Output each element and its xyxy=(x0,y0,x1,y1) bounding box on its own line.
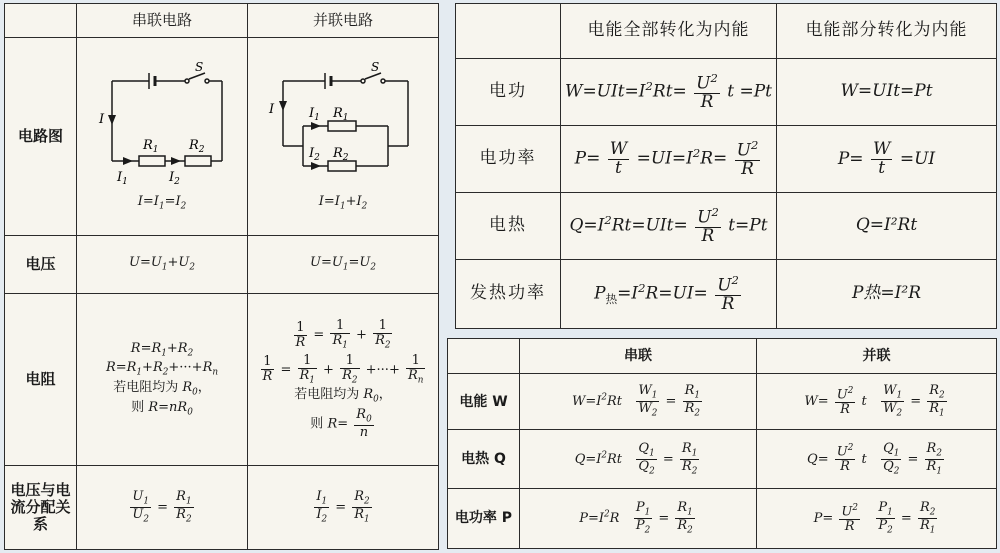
work-partial-equation: W=UIt=Pt xyxy=(777,59,997,126)
heat-partial-equation: Q=I²Rt xyxy=(777,193,997,260)
svg-text:R1: $R_1$ xyxy=(143,137,159,155)
series-power-equation: $P=I^2R$ $\frac{P_1}{P_2}$ = $\frac{R_1}{R_2}$ xyxy=(520,488,757,548)
series-heat-equation: $Q=I^2Rt$ $\frac{Q_1}{Q_2}$ = $\frac{R_1}{R_2}$ xyxy=(520,430,757,488)
row-label-electric-energy: 电能 W xyxy=(448,374,520,430)
svg-text:R1: $R_1$ xyxy=(333,105,349,123)
power-full-equation: P= $\frac{W}{t}$ $=UI=I^2R=$ $\frac{U^2}{R}$ xyxy=(561,126,777,193)
row-label-voltage: 电压 xyxy=(5,236,77,294)
parallel-distribution-equation: $\frac{I_1}{I_2}$ = $\frac{R_2}{R_1}$ xyxy=(248,466,439,550)
header-series: 串联 xyxy=(520,339,757,374)
row-label-circuit-diagram: 电路图 xyxy=(5,38,77,236)
series-parallel-table xyxy=(4,3,438,549)
svg-text:I1: $I_1$ xyxy=(117,169,128,187)
header-parallel: 并联 xyxy=(757,339,997,374)
series-circuit-cell xyxy=(77,38,248,236)
work-full-equation: $W=UIt=I^2Rt=$ $\frac{U^2}{R}$ t =Pt xyxy=(561,59,777,126)
parallel-energy-equation: W= $\frac{U^2}{R}$ t $\frac{W_1}{W_2}$ = $\frac{R_2}{R_1}$ xyxy=(757,374,997,430)
row-label-distribution: 电压与电流分配关系 xyxy=(5,466,77,550)
row-label-electric-power: 电功率 P xyxy=(448,488,520,548)
series-resistance-eq-2: $R=R_1+R_2+\cdot\cdot\cdot+R_n$ xyxy=(105,360,219,378)
parallel-current-equation: $I=I_1+I_2$ xyxy=(318,194,368,212)
svg-text:I2: $I_2$ xyxy=(169,169,180,187)
parallel-heat-equation: Q= $\frac{U^2}{R}$ t $\frac{Q_1}{Q_2}$ = $\frac{R_2}{R_1}$ xyxy=(757,430,997,488)
row-label-electric-heat: 电热 Q xyxy=(448,430,520,488)
svg-text:S: S xyxy=(371,60,380,74)
parallel-power-equation: P= $\frac{U^2}{R}$ $\frac{P_1}{P_2}$ = $\frac{R_2}{R_1}$ xyxy=(757,488,997,548)
series-distribution-equation: $\frac{U_1}{U_2}$ = $\frac{R_1}{R_2}$ xyxy=(77,466,248,550)
header-series-circuit: 串联电路 xyxy=(77,4,248,38)
heat-full-equation: $Q=I^2Rt=UIt=$ $\frac{U^2}{R}$ t=Pt xyxy=(561,193,777,260)
row-label-electric-heat: 电热 xyxy=(456,193,561,260)
row-label-resistance: 电阻 xyxy=(5,294,77,466)
corner-cell xyxy=(5,4,77,38)
power-partial-equation: P= $\frac{W}{t}$ =UI xyxy=(777,126,997,193)
header-full-conversion: 电能全部转化为内能 xyxy=(561,4,777,59)
row-label-electric-power: 电功率 xyxy=(456,126,561,193)
series-resistance-eq-1: $R=R_1+R_2$ xyxy=(130,340,194,359)
series-circuit-diagram xyxy=(87,61,237,191)
svg-text:I1: $I_1$ xyxy=(309,105,320,123)
svg-text:I2: $I_2$ xyxy=(309,145,320,163)
series-equal-resistance-result: 则 $R=nR_0$ xyxy=(131,399,193,418)
svg-text:I: I xyxy=(99,111,105,127)
series-equal-resistance-note: 若电阻均为 $R_0$， xyxy=(113,380,211,398)
corner-cell xyxy=(456,4,561,59)
row-label-heating-power: 发热功率 xyxy=(456,260,561,329)
series-energy-equation: $W=I^2Rt$ $\frac{W_1}{W_2}$ = $\frac{R_1}{R_2}$ xyxy=(520,374,757,430)
header-parallel-circuit: 并联电路 xyxy=(248,4,439,38)
heat-power-partial-equation: P热=I²R xyxy=(777,260,997,329)
series-voltage-equation: $U=U_1+U_2$ xyxy=(77,236,248,294)
series-resistance-cell xyxy=(77,294,248,466)
svg-text:R2: $R_2$ xyxy=(333,145,349,163)
parallel-equal-resistance-note: 若电阻均为 $R_0$， xyxy=(294,387,392,405)
parallel-equal-resistance-result: 则 R= $\frac{R_0}{n}$ xyxy=(310,407,372,440)
parallel-resistance-eq-2: $\frac{1}{R}$ = $\frac{1}{R_1}$ + $\frac{1}{R_2}$ +···+ $\frac{1}{R_n}$ xyxy=(262,352,424,386)
series-current-equation: $I=I_1=I_2$ xyxy=(137,194,187,212)
svg-text:I: I xyxy=(269,101,275,117)
header-partial-conversion: 电能部分转化为内能 xyxy=(777,4,997,59)
corner-cell xyxy=(448,339,520,374)
row-label-electric-work: 电功 xyxy=(456,59,561,126)
heat-power-full-equation: $P_热=I^2R=UI=$ $\frac{U^2}{R}$ xyxy=(561,260,777,329)
svg-text:S: S xyxy=(195,60,204,74)
energy-conversion-table xyxy=(455,3,996,328)
parallel-circuit-cell xyxy=(248,38,439,236)
parallel-resistance-eq-1: $\frac{1}{R}$ = $\frac{1}{R_1}$ + $\frac{1}{R_2}$ xyxy=(295,318,391,351)
parallel-voltage-equation: $U=U_1=U_2$ xyxy=(248,236,439,294)
series-parallel-energy-table xyxy=(447,338,996,549)
svg-text:R2: $R_2$ xyxy=(189,137,205,155)
parallel-circuit-diagram xyxy=(263,61,423,191)
parallel-resistance-cell xyxy=(248,294,439,466)
